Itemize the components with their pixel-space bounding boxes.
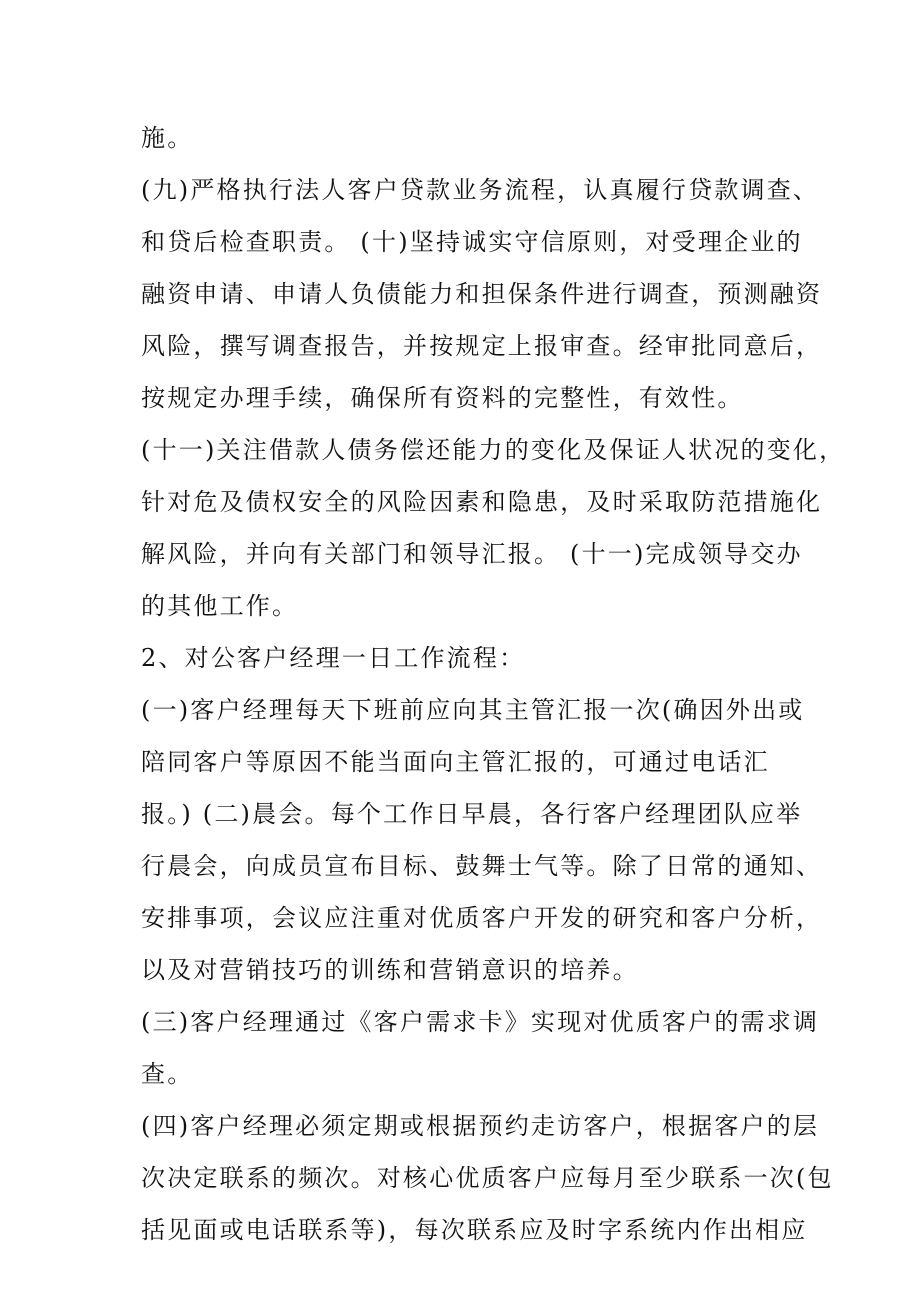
text-line-12: (一)客户经理每天下班前应向其主管汇报一次(确因外出或 xyxy=(141,696,805,724)
text-line-3: 和贷后检查职责。 (十)坚持诚实守信原则，对受理企业的 xyxy=(141,228,803,256)
text-line-14: 报。) (二)晨会。每个工作日早晨，各行客户经理团队应举 xyxy=(141,800,803,828)
text-line-11: 2、对公客户经理一日工作流程： xyxy=(141,644,526,672)
text-line-2: (九)严格执行法人客户贷款业务流程，认真履行贷款调查、 xyxy=(141,176,820,204)
text-line-13: 陪同客户等原因不能当面向主管汇报的，可通过电话汇 xyxy=(141,748,770,776)
body-text xyxy=(141,112,846,1256)
text-line-9: 解风险，并向有关部门和领导汇报。 (十一)完成领导交办 xyxy=(141,540,803,568)
text-line-22: 括见面或电话联系等)，每次联系应及时字系统内作出相应 xyxy=(141,1216,808,1244)
text-line-16: 安排事项，会议应注重对优质客户开发的研究和客户分析， xyxy=(141,904,823,932)
text-line-19: 查。 xyxy=(141,1060,194,1088)
text-line-8: 针对危及债权安全的风险因素和隐患，及时采取防范措施化 xyxy=(141,488,823,516)
text-line-6: 按规定办理手续，确保所有资料的完整性，有效性。 xyxy=(141,384,744,412)
text-line-4: 融资申请、申请人负债能力和担保条件进行调查，预测融资 xyxy=(141,280,823,308)
text-line-1: 施。 xyxy=(141,124,194,152)
text-line-20: (四)客户经理必须定期或根据预约走访客户，根据客户的层 xyxy=(141,1112,820,1140)
text-line-5: 风险，撰写调查报告，并按规定上报审查。经审批同意后， xyxy=(141,332,823,360)
text-line-18: (三)客户经理通过《客户需求卡》实现对优质客户的需求调 xyxy=(141,1008,820,1036)
text-line-15: 行晨会，向成员宣布目标、鼓舞士气等。除了日常的通知、 xyxy=(141,852,823,880)
text-line-17: 以及对营销技巧的训练和营销意识的培养。 xyxy=(141,956,639,984)
text-line-10: 的其他工作。 xyxy=(141,592,299,620)
text-line-7: (十一)关注借款人债务偿还能力的变化及保证人状况的变化， xyxy=(141,436,846,464)
text-line-21: 次决定联系的频次。对核心优质客户应每月至少联系一次(包 xyxy=(141,1164,834,1192)
